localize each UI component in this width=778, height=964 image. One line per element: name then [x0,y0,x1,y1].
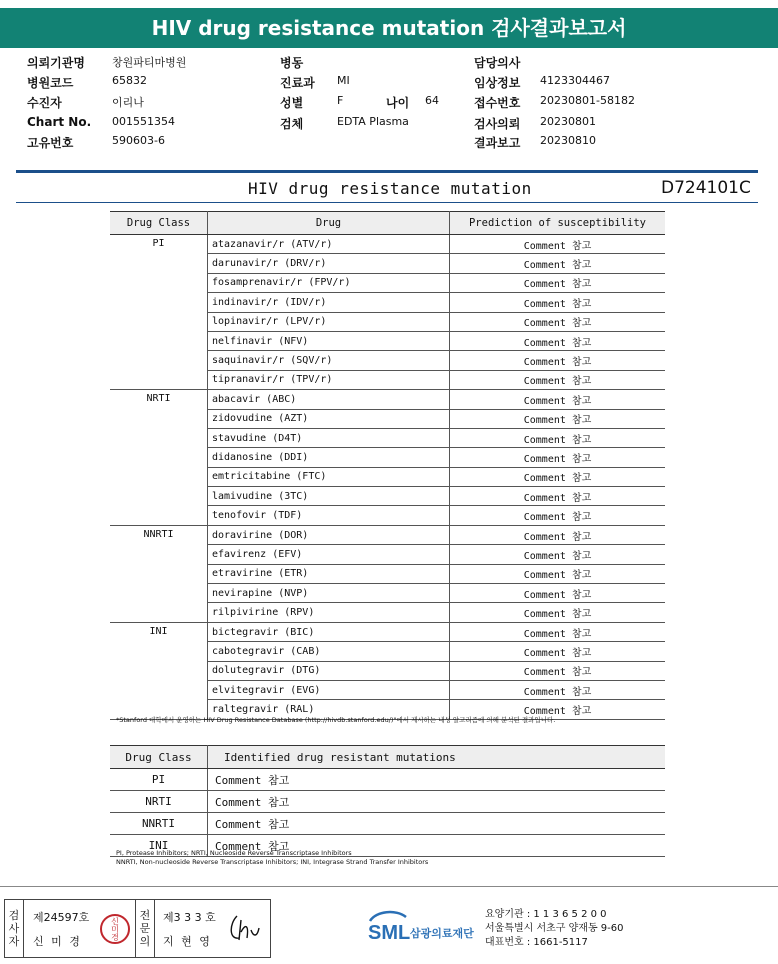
drug-cell: dolutegravir (DTG) [208,661,450,680]
doctor-name: 지 현 영 [163,935,212,948]
drug-cell: doravirine (DOR) [208,525,450,544]
prediction-cell: Comment 참고 [450,448,666,467]
drug-cell: nelfinavir (NFV) [208,331,450,350]
drug-cell: lopinavir/r (LPV/r) [208,312,450,331]
info-value: 20230801 [540,115,596,128]
patient-info [0,54,778,154]
drug-cell: tenofovir (TDF) [208,506,450,525]
prediction-cell: Comment 참고 [450,428,666,447]
info-value: 20230810 [540,134,596,147]
drug-cell: abacavir (ABC) [208,390,450,409]
info-label: 고유번호 [27,136,74,150]
drug-cell: lamivudine (3TC) [208,487,450,506]
tester-name: 신 미 경 [33,935,82,948]
info-label: 나이 [386,96,410,110]
info-label: 검사의뢰 [474,117,521,131]
prediction-cell: Comment 참고 [450,525,666,544]
drug-class-cell: NRTI [110,390,208,526]
table-row [110,525,665,544]
drug-class-cell: PI [110,769,208,791]
section-divider-top [16,170,758,173]
prediction-cell: Comment 참고 [450,545,666,564]
mutation-cell: Comment 참고 [208,791,666,813]
table-row [110,235,665,254]
info-value: EDTA Plasma [337,115,409,128]
info-value: 이리나 [112,96,144,109]
doctor-label: 전 문 의 [135,900,155,957]
table-row [110,813,665,835]
seal-stamp-icon [100,914,130,944]
header-drug-class: Drug Class [110,212,208,235]
institution-info [485,908,624,950]
drug-cell: atazanavir/r (ATV/r) [208,235,450,254]
drug-cell: emtricitabine (FTC) [208,467,450,486]
prediction-cell: Comment 참고 [450,273,666,292]
prediction-cell: Comment 참고 [450,487,666,506]
mutation-cell: Comment 참고 [208,769,666,791]
info-label: 의뢰기관명 [27,56,85,70]
prediction-cell: Comment 참고 [450,312,666,331]
footer-divider [0,886,778,887]
drug-cell: efavirenz (EFV) [208,545,450,564]
info-label: 담당의사 [474,56,521,70]
table-row [110,769,665,791]
prediction-cell: Comment 참고 [450,661,666,680]
institution-phone: 대표번호 : 1661-5117 [485,937,588,948]
drug-cell: etravirine (ETR) [208,564,450,583]
section-title: HIV drug resistance mutation [248,179,532,198]
institution-code: 요양기관 : 1 1 3 6 5 2 0 0 [485,909,607,920]
prediction-cell: Comment 참고 [450,584,666,603]
drug-cell: tipranavir/r (TPV/r) [208,370,450,389]
drug-cell: fosamprenavir/r (FPV/r) [208,273,450,292]
prediction-cell: Comment 참고 [450,506,666,525]
mutation-cell: Comment 참고 [208,813,666,835]
info-label: Chart No. [27,115,92,129]
prediction-cell: Comment 참고 [450,370,666,389]
drug-cell: cabotegravir (CAB) [208,642,450,661]
info-value: F [337,94,344,107]
prediction-cell: Comment 참고 [450,390,666,409]
header-drug-class: Drug Class [110,746,208,769]
tester-license: 제24597호 [33,911,90,924]
prediction-cell: Comment 참고 [450,680,666,699]
seal-text: 신미경 [110,917,120,941]
prediction-cell: Comment 참고 [450,603,666,622]
prediction-cell: Comment 참고 [450,409,666,428]
drug-class-cell: NRTI [110,791,208,813]
info-label: 병원코드 [27,76,74,90]
mutation-cell: Comment 참고 [208,835,666,857]
info-label: 결과보고 [474,136,521,150]
drug-cell: nevirapine (NVP) [208,584,450,603]
drug-class-cell: NNRTI [110,813,208,835]
info-value: 20230801-58182 [540,94,635,107]
info-value: 창원파티마병원 [112,56,187,69]
info-label: 수진자 [27,96,62,110]
drug-class-cell: INI [110,835,208,857]
info-label: 병동 [280,56,304,70]
info-label: 검체 [280,117,304,131]
prediction-cell: Comment 참고 [450,642,666,661]
drug-class-cell: PI [110,235,208,390]
info-value: 65832 [112,74,147,87]
table-row [110,791,665,813]
institution-logo [366,907,481,949]
prediction-cell: Comment 참고 [450,351,666,370]
prediction-cell: Comment 참고 [450,622,666,641]
prediction-cell: Comment 참고 [450,564,666,583]
header-drug: Drug [208,212,450,235]
drug-cell: stavudine (D4T) [208,428,450,447]
svg-text:삼광의료재단: 삼광의료재단 [410,927,474,940]
drug-cell: darunavir/r (DRV/r) [208,254,450,273]
footnote-line: NNRTI, Non-nucleoside Reverse Transcriptase Inhibitors; INI, Integrase Strand Transfer Inhibitors [116,858,429,866]
info-label: 접수번호 [474,96,521,110]
signature-icon [227,910,265,946]
info-label: 성별 [280,96,304,110]
drug-cell: rilpivirine (RPV) [208,603,450,622]
drug-cell: zidovudine (AZT) [208,409,450,428]
prediction-cell: Comment 참고 [450,700,666,719]
info-value: MI [337,74,350,87]
doctor-license: 제3 3 3 호 [163,911,216,924]
drug-cell: bictegravir (BIC) [208,622,450,641]
drug-cell: didanosine (DDI) [208,448,450,467]
info-value: 4123304467 [540,74,610,87]
prediction-cell: Comment 참고 [450,254,666,273]
signature-box [4,899,271,958]
institution-address: 서울특별시 서초구 양재동 9-60 [485,923,624,934]
info-value: 001551354 [112,115,175,128]
header-mutations: Identified drug resistant mutations [208,746,666,769]
database-note: *Stanford 대학에서 운영하는 HIV Drug Resistance Database (http://hivdb.stanford.edu/)"에서 제시하는 내성 알고리즘에 의해 분석된 결과입니다. [116,716,556,724]
prediction-cell: Comment 참고 [450,467,666,486]
info-value: 590603-6 [112,134,165,147]
prediction-cell: Comment 참고 [450,331,666,350]
drug-class-cell: NNRTI [110,525,208,622]
drug-cell: elvitegravir (EVG) [208,680,450,699]
svg-text:SML: SML [368,922,411,944]
header-prediction: Prediction of susceptibility [450,212,666,235]
info-label: 진료과 [280,76,315,90]
section-code: D724101C [661,178,751,198]
table-row [110,622,665,641]
susceptibility-table [110,211,665,720]
mutations-table [110,745,665,857]
prediction-cell: Comment 참고 [450,293,666,312]
tester-label: 검 사 자 [5,900,24,957]
drug-cell: indinavir/r (IDV/r) [208,293,450,312]
abbreviation-footnote [116,849,428,867]
sml-logo-icon [366,907,481,945]
section-divider-bottom [16,202,758,203]
prediction-cell: Comment 참고 [450,235,666,254]
drug-cell: saquinavir/r (SQV/r) [208,351,450,370]
report-title: HIV drug resistance mutation 검사결과보고서 [0,8,778,48]
table-row [110,390,665,409]
drug-cell: raltegravir (RAL) [208,700,450,719]
info-value: 64 [425,94,439,107]
drug-class-cell: INI [110,622,208,719]
footnote-line: PI, Protease Inhibitors; NRTI, Nucleoside Reverse Transcriptase Inhibitors [116,849,352,857]
info-label: 임상정보 [474,76,521,90]
